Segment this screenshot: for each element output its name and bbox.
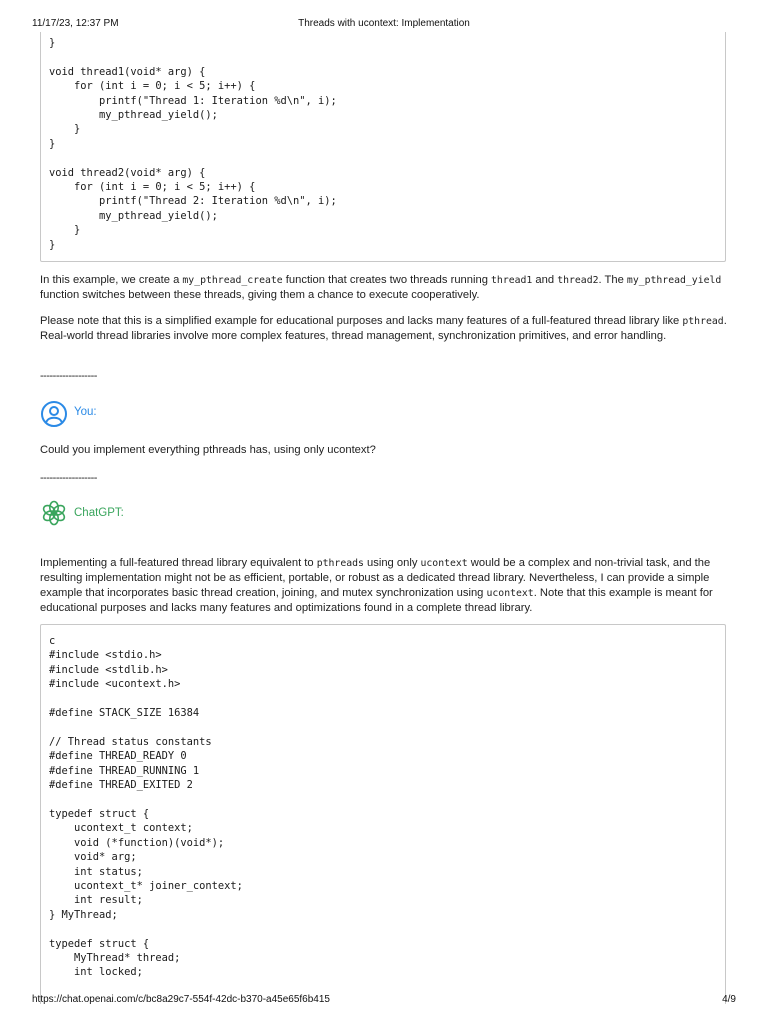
code-content: c #include <stdio.h> #include <stdlib.h> #include <ucontext.h> #define STACK_SIZE 16384 // Thread status constants #define THREAD_READY 0 #define THREAD_RUNNING 1 #define THREAD_EXITED 2 typedef struct { ucontext_t context; void (*function)(void*); void* arg; int status; ucontext_t* joiner_context; int result; } MyThread; typedef struct { MyThread* thread; int locked; (49, 635, 243, 979)
separator: ------------------ (40, 370, 97, 382)
inline-code: ucontext (486, 587, 534, 599)
inline-code: my_pthread_yield (626, 275, 722, 286)
response-paragraph (40, 314, 730, 344)
page-title: Threads with ucontext: Implementation (298, 18, 470, 29)
separator: ------------------ (40, 472, 97, 484)
text: would be a complex and non-trivial task, and the resulting implementation might not be as efficient, portable, or robust as a dedicated thread library. Nevertheless, I can provide a simple example that incorporates basic thread creation, joining, and mutex synchronization using (40, 557, 711, 599)
text: . The (598, 274, 627, 286)
code-block (40, 624, 726, 1004)
assistant-label: ChatGPT: (74, 507, 124, 519)
text: Please note that this is a simplified example for educational purposes and lacks many features of a full-featured thread library like (40, 315, 683, 327)
page-number: 4/9 (722, 994, 736, 1005)
inline-code: my_pthread_create (182, 275, 283, 286)
response-paragraph (40, 556, 730, 616)
text: using only (363, 557, 421, 569)
user-message: Could you implement everything pthreads has, using only ucontext? (40, 444, 376, 456)
inline-code: pthread (682, 316, 724, 327)
inline-code: thread2 (557, 275, 599, 286)
print-footer (32, 994, 736, 1008)
code-content: } void thread1(void* arg) { for (int i = 0; i < 5; i++) { printf("Thread 1: Iteration %d\n", i); my_pthread_yield(); } } void thread2(void* arg) { for (int i = 0; i < 5; i++) { printf("Thread 2: Iteration %d\n", i); my_pthread_yield(); } } (49, 37, 337, 251)
inline-code: pthreads (316, 558, 364, 569)
text: In this example, we create a (40, 274, 183, 286)
page-url: https://chat.openai.com/c/bc8a29c7-554f-42dc-b370-a45e65f6b415 (32, 994, 330, 1005)
code-block (40, 32, 726, 262)
text: function that creates two threads running (282, 274, 492, 286)
print-datetime: 11/17/23, 12:37 PM (32, 18, 119, 29)
openai-logo-icon (40, 499, 68, 527)
user-avatar-icon (40, 400, 68, 428)
text: Implementing a full-featured thread library equivalent to (40, 557, 317, 569)
text: and (532, 274, 558, 286)
text: function switches between these threads, giving them a chance to execute cooperatively. (40, 289, 480, 302)
text: . Real-world thread libraries involve more complex features, thread management, synchronization primitives, and error handling. (40, 315, 727, 343)
inline-code: thread1 (491, 275, 533, 286)
user-label: You: (74, 406, 97, 418)
print-header (32, 18, 736, 32)
text: . Note that this example is meant for educational purposes and lacks many features and optimizations found in a complete thread library. (40, 586, 713, 615)
inline-code: ucontext (420, 558, 468, 569)
response-paragraph (40, 273, 730, 303)
